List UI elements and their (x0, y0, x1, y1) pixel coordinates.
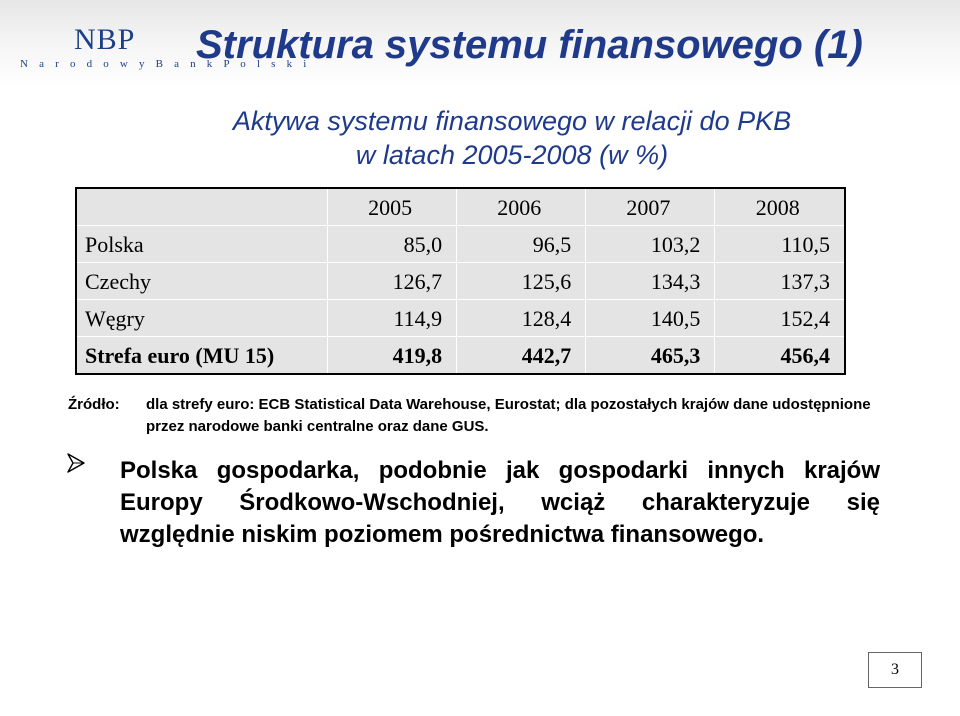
logo-text: NBP (74, 23, 136, 56)
value-cell: 114,9 (328, 300, 457, 337)
table-header-cell: 2008 (715, 188, 845, 226)
value-cell: 125,6 (457, 263, 586, 300)
country-cell: Czechy (76, 263, 328, 300)
logo-subtitle: N a r o d o w y B a n k P o l s k i (20, 58, 311, 70)
subtitle-line-2: w latach 2005-2008 (w %) (355, 140, 669, 170)
table-row (76, 263, 845, 300)
country-cell: Strefa euro (MU 15) (76, 337, 328, 375)
table-header-cell: 2007 (586, 188, 715, 226)
nbp-logo (20, 23, 311, 72)
country-cell: Polska (76, 226, 328, 263)
value-cell: 85,0 (328, 226, 457, 263)
table-row (76, 226, 845, 263)
value-cell: 465,3 (586, 337, 715, 375)
value-cell: 137,3 (715, 263, 845, 300)
financial-assets-table (75, 187, 846, 375)
value-cell: 110,5 (715, 226, 845, 263)
value-cell: 103,2 (586, 226, 715, 263)
value-cell: 96,5 (457, 226, 586, 263)
source-text: dla strefy euro: ECB Statistical Data Warehouse, Eurostat; dla pozostałych krajów dane udostępnione przez narodowe banki centralne oraz dane GUS. (146, 396, 871, 435)
table-header-cell: 2006 (457, 188, 586, 226)
country-cell: Węgry (76, 300, 328, 337)
value-cell: 140,5 (586, 300, 715, 337)
table-header-cell (76, 188, 328, 226)
table-row-euro-area (76, 337, 845, 375)
page-number: 3 (868, 652, 922, 688)
bullet-text: Polska gospodarka, podobnie jak gospodarki innych krajów Europy Środkowo-Wschodniej, wciąż charakteryzuje się względnie niskim poziomem pośrednictwa finansowego. (120, 457, 880, 548)
value-cell: 134,3 (586, 263, 715, 300)
table-header-cell: 2005 (328, 188, 457, 226)
value-cell: 419,8 (328, 337, 457, 375)
value-cell: 128,4 (457, 300, 586, 337)
value-cell: 152,4 (715, 300, 845, 337)
value-cell: 126,7 (328, 263, 457, 300)
value-cell: 456,4 (715, 337, 845, 375)
arrow-bullet-icon (66, 452, 86, 474)
table-row (76, 300, 845, 337)
value-cell: 442,7 (457, 337, 586, 375)
source-label: Źródło: (68, 396, 120, 413)
table-header-row (76, 188, 845, 226)
slide-title: Struktura systemu finansowego (1) (196, 23, 863, 67)
table-subtitle (0, 104, 960, 172)
subtitle-line-1: Aktywa systemu finansowego w relacji do PKB (232, 106, 792, 136)
